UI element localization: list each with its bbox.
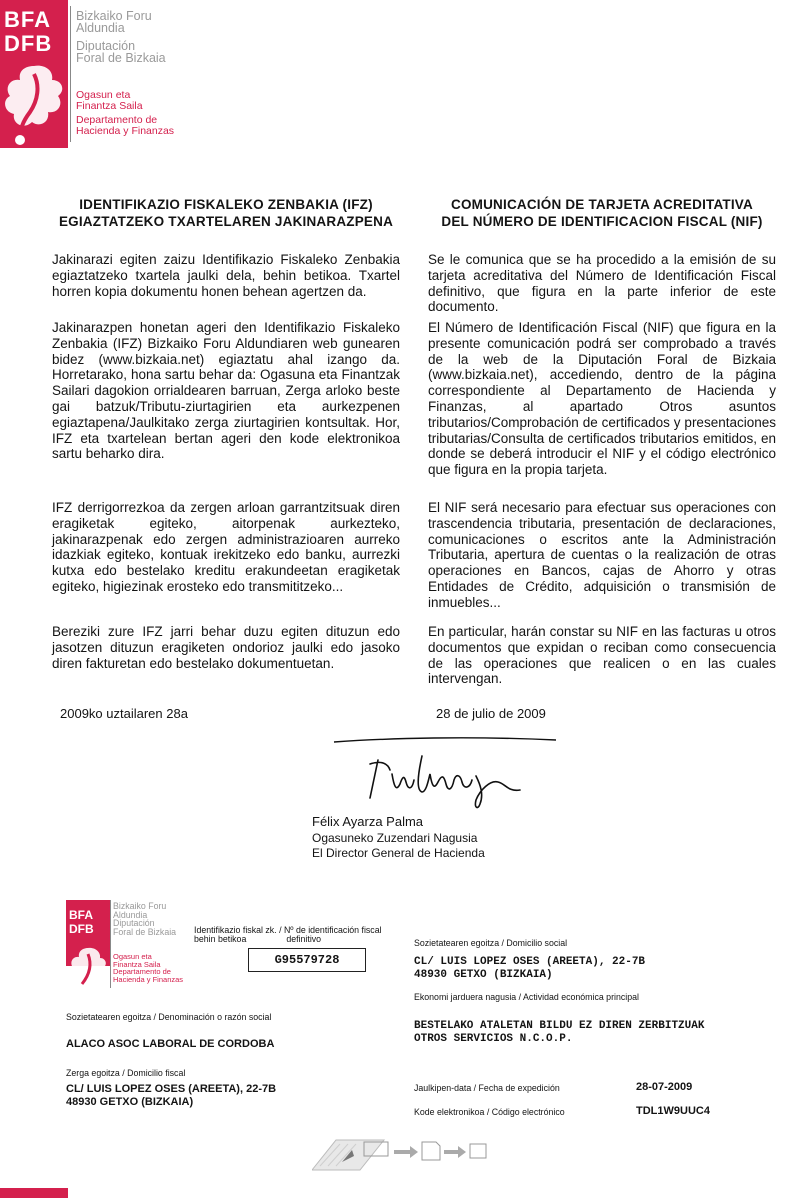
card-dept-line4: Hacienda y Finanzas (113, 974, 184, 984)
date-es: 28 de julio de 2009 (436, 706, 546, 721)
nif-label-es: definitivo (286, 934, 322, 944)
paragraph-eu-4: Bereziki zure IFZ jarri behar duzu egiten dituzun edo jasotzen dituzun eragiketen ondorioz jaulki edo jasoko diren fakturetan edo bestelako dokumentuetan. (52, 624, 400, 671)
signer-role-eu: Ogasuneko Zuzendari Nagusia (312, 831, 478, 845)
card-dept-line1: Ogasun eta (113, 952, 152, 961)
dept-eu-line2: Finantza Saila (76, 99, 143, 112)
domicilio-fiscal-value (66, 1083, 276, 1109)
card-org-line2: Aldundia (113, 909, 148, 920)
card-org-line1: Bizkaiko Foru (113, 901, 167, 911)
paragraph-eu-1: Jakinarazi egiten zaizu Identifikazio Fiskaleko Zenbakia egiaztatzeko txartela jaulki dela, behin betikoa. Txartel horren kopia dokumentu honen behean agertzen da. (52, 252, 400, 299)
paragraph-eu-3: IFZ derrigorrezkoa da zergen arloan garrantzitsuak diren eragiketak egiteko, aitorpenak aurkezteko, jakinarazpenak edo zergen administrazioaren aurreko idazkiak egiteko, kontuak irekitzeko edo banku, aurrezki kutxa edo bestelako kreditu erakundeetan eragiketak egiteko, higiezinak erosteko edo transmititzeko... (52, 500, 400, 594)
domicilio-social-value (414, 956, 645, 982)
dept-name-eu (76, 90, 143, 111)
card-logo-line1: BFA (69, 908, 93, 922)
paragraph-es-2: El Número de Identificación Fiscal (NIF) que figura en la presente comunicación podrá ser comprobado a través de la web de la Diputación Foral de Bizkaia (www.bizkaia.net), accediendo, dentro de la página correspondiente al Departamento de Hacienda y Finanzas, al apartado Otros asuntos tributarios/Comprobación de certificados y presentaciones tributarias/Consulta de certificados tributarios emitidos, en donde se deberá introducir el NIF y el código electrónico que figura en la propia tarjeta. (428, 320, 776, 478)
logo-line-1: BFA (4, 7, 51, 32)
codigo-value: TDL1W9UUC4 (636, 1105, 710, 1117)
paragraph-es-1: Se le comunica que se ha procedido a la emisión de su tarjeta acreditativa del Número de Identificación Fiscal definitivo, que figura en la parte inferior de este documento. (428, 252, 776, 315)
actividad-value (414, 1020, 704, 1046)
nif-label (194, 926, 382, 944)
domicilio-fiscal-line2: 48930 GETXO (BIZKAIA) (66, 1096, 194, 1108)
card-dept-line3: Departamento de (113, 967, 171, 976)
domicilio-fiscal-label: Zerga egoitza / Domicilio fiscal (66, 1068, 186, 1078)
brand-red-bar-bottom (0, 1188, 68, 1198)
domicilio-fiscal-line1: CL/ LUIS LOPEZ OSES (AREETA), 22-7B (66, 1083, 277, 1095)
header-divider (70, 6, 71, 142)
signer-role-es: El Director General de Hacienda (312, 846, 485, 860)
title-es-line2: DEL NÚMERO DE IDENTIFICACION FISCAL (NIF) (441, 214, 763, 229)
domicilio-social-line2: 48930 GETXO (BIZKAIA) (414, 969, 553, 981)
org-es-line1: Diputación (76, 39, 136, 53)
card-logo (69, 908, 94, 936)
logo-line-2: DFB (4, 31, 53, 56)
denominacion-value: ALACO ASOC LABORAL DE CORDOBA (66, 1038, 275, 1050)
org-eu-line1: Bizkaiko Foru (76, 9, 152, 23)
oak-leaf-icon (0, 60, 68, 148)
actividad-line2: OTROS SERVICIOS N.C.O.P. (414, 1033, 573, 1045)
dept-eu-line1: Ogasun eta (76, 89, 131, 101)
title-eu-line1: IDENTIFIKAZIO FISKALEKO ZENBAKIA (IFZ) (79, 197, 373, 212)
title-es-line1: COMUNICACIÓN DE TARJETA ACREDITATIVA (451, 197, 753, 212)
brand-logo (4, 8, 52, 56)
actividad-label: Ekonomi jarduera nagusia / Actividad económica principal (414, 992, 639, 1002)
card-org-line4: Foral de Bizkaia (113, 926, 177, 937)
signer-name: Félix Ayarza Palma (312, 814, 424, 829)
card-dept-line2: Finantza Saila (113, 959, 161, 969)
dept-es-line1: Departamento de (76, 114, 158, 126)
paragraph-eu-2: Jakinarazpen honetan ageri den Identifikazio Fiskaleko Zenbakia (IFZ) Bizkaiko Foru Aldundiaren web gunearen bidez (www.bizkaia.net) egiaztatu ahal izango da. Horretarako, hona sartu behar da: Ogasuna eta Finantzak Sailari dagokion orrialdearen barruan, Zerga arloko beste gai batzuk/Tributu-ziurtagirien eta aurkezpenen egiaztapena/Jaulkitako zerga ziurtagirien kontsultak. Hor, IFZ eta txartelean bertan ageri den kode elektronikoa sartu beharko dira. (52, 320, 400, 462)
nif-label-eu: behin betikoa (194, 934, 247, 944)
denominacion-label: Sozietatearen egoitza / Denominación o razón social (66, 1012, 272, 1022)
domicilio-social-line1: CL/ LUIS LOPEZ OSES (AREETA), 22-7B (414, 956, 646, 968)
fecha-label: Jaulkipen-data / Fecha de expedición (414, 1083, 560, 1093)
actividad-line1: BESTELAKO ATALETAN BILDU EZ DIREN ZERBITZUAK (414, 1020, 705, 1032)
hologram-strip-icon (312, 1136, 492, 1172)
title-es (428, 196, 776, 230)
fecha-value: 28-07-2009 (636, 1081, 693, 1093)
card-org-line3: Diputación (113, 918, 155, 928)
org-name-eu (76, 10, 152, 34)
card-org (113, 902, 176, 936)
date-eu: 2009ko uztailaren 28a (60, 706, 188, 721)
domicilio-social-label: Sozietatearen egoitza / Domicilio social (414, 938, 568, 948)
paragraph-es-3: El NIF será necesario para efectuar sus operaciones con trascendencia tributaria, presentación de declaraciones, comunicaciones o escritos ante la Administración Tributaria, apertura de cuentas o la realización de otras operaciones en Bancos, cajas de Ahorro y otras Entidades de Crédito, adquisición o transmisión de inmuebles... (428, 500, 776, 610)
title-eu-line2: EGIAZTATZEKO TXARTELAREN JAKINARAZPENA (58, 214, 394, 229)
paragraph-es-4: En particular, harán constar su NIF en las facturas u otros documentos que expidan o reciban como consecuencia de las operaciones que realicen o en las cuales intervengan. (428, 624, 776, 687)
card-divider (110, 900, 111, 988)
handwritten-signature (330, 734, 560, 814)
title-eu (52, 196, 400, 230)
card-oak-leaf-icon (66, 944, 110, 988)
card-dept (113, 953, 183, 983)
dept-name-es (76, 115, 174, 136)
nif-label-line1: Identifikazio fiskal zk. / Nº de identificación fiscal (194, 925, 382, 935)
org-name-es (76, 40, 166, 64)
org-es-line2: Foral de Bizkaia (76, 51, 166, 65)
codigo-label: Kode elektronikoa / Código electrónico (414, 1107, 565, 1117)
org-eu-line2: Aldundia (76, 21, 125, 35)
dept-es-line2: Hacienda y Finanzas (76, 124, 175, 137)
nif-value-box: G95579728 (248, 948, 366, 972)
card-logo-line2: DFB (69, 922, 94, 936)
